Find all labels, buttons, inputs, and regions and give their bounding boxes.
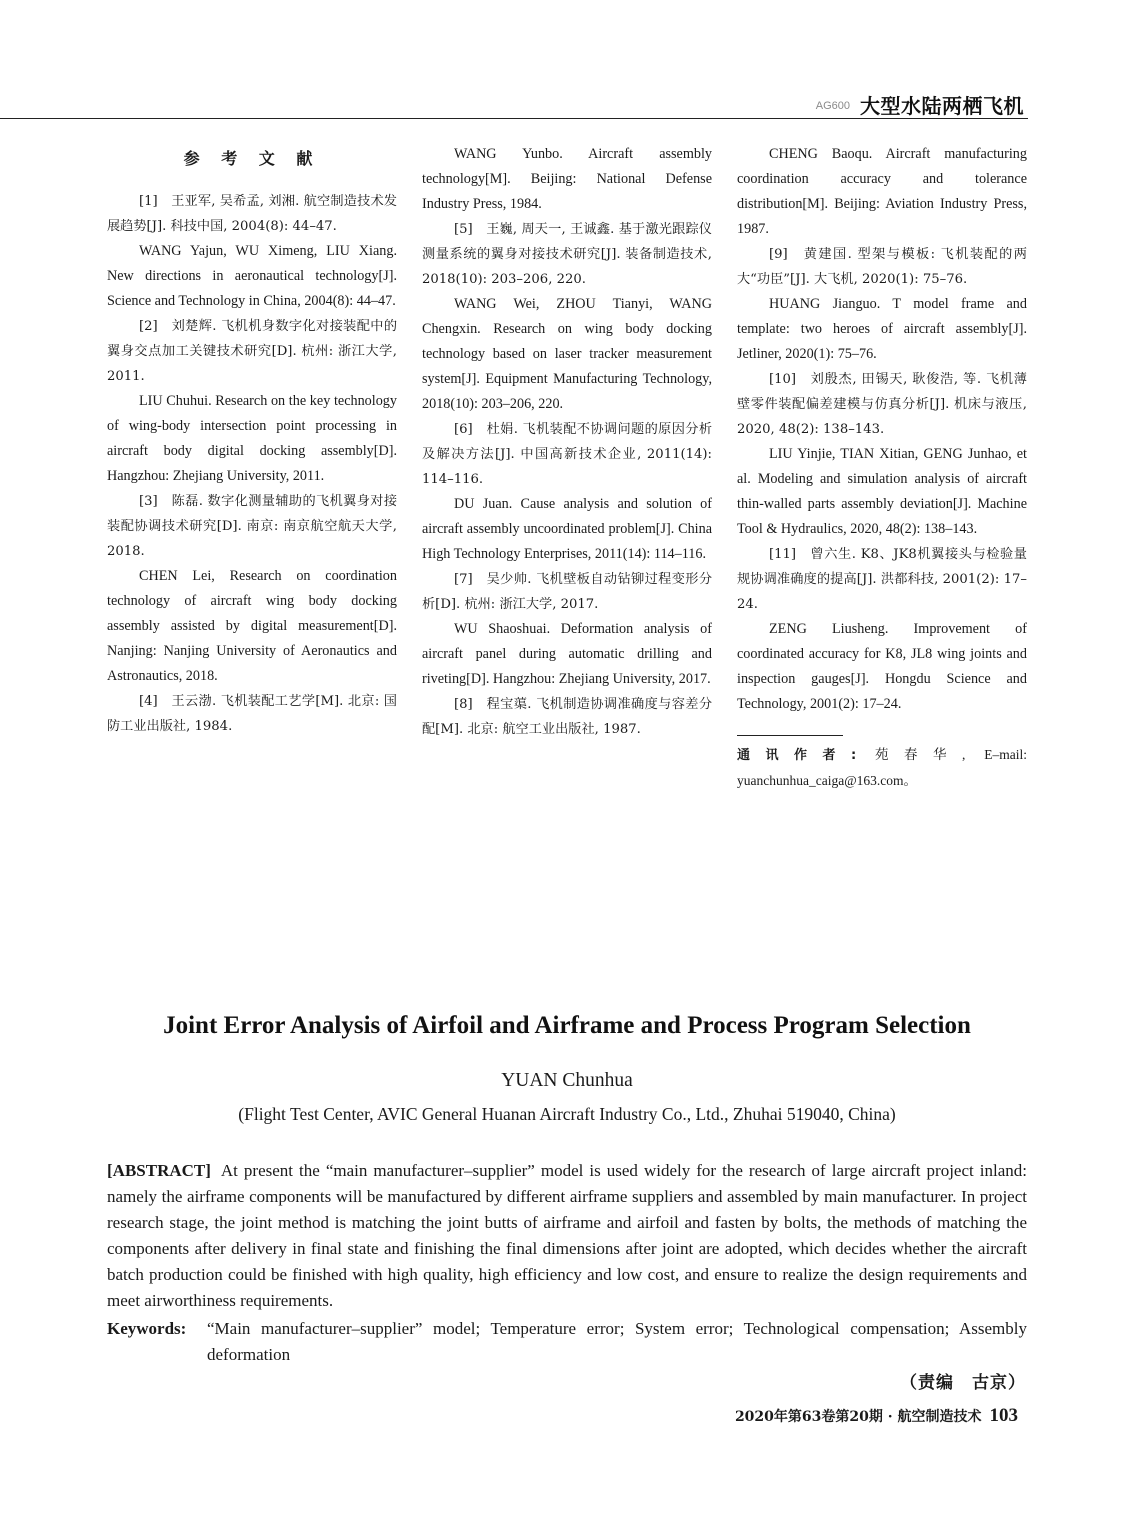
english-abstract bbox=[107, 1158, 1027, 1314]
editor-note: （责编 古京） bbox=[900, 1373, 1026, 1393]
page-footer bbox=[735, 1405, 1018, 1427]
page-number: 103 bbox=[989, 1405, 1018, 1426]
english-affiliation: (Flight Test Center, AVIC General Huanan Aircraft Industry Co., Ltd., Zhuhai 519040, China) bbox=[238, 1104, 896, 1124]
journal-issue: 2020年第63卷第20期 · 航空制造技术 bbox=[734, 1409, 982, 1425]
references-section bbox=[107, 142, 1027, 802]
reference-entry-cn: [9] 黄建国. 型架与模板: 飞机装配的两大“功臣”[J]. 大飞机, 2020(1): 75–76. bbox=[737, 247, 1027, 287]
header-rule bbox=[0, 118, 1028, 119]
reference-entry-en: LIU Yinjie, TIAN Xitian, GENG Junhao, et al. Modeling and simulation analysis of aircraft thin-walled parts assembly deviation[J]. Machine Tool & Hydraulics, 2020, 48(2): 138–143. bbox=[737, 446, 1027, 537]
reference-entry-en: ZENG Liusheng. Improvement of coordinated accuracy for K8, JL8 wing joints and inspection gauges[J]. Hongdu Science and Technology, 2001(2): 17–24. bbox=[737, 621, 1027, 712]
reference-entry-cn: [3] 陈磊. 数字化测量辅助的飞机翼身对接装配协调技术研究[D]. 南京: 南京航空航天大学, 2018. bbox=[107, 494, 397, 559]
reference-entry-en: WANG Yajun, WU Ximeng, LIU Xiang. New directions in aeronautical technology[J]. Science and Technology in China, 2004(8): 44–47. bbox=[107, 243, 397, 309]
contact-text: 苑春华, E–mail: yuanchunhua_caiga@163.com。 bbox=[737, 747, 1028, 788]
reference-entry-en: WANG Yunbo. Aircraft assembly technology[M]. Beijing: National Defense Industry Press, 1984. bbox=[422, 146, 712, 212]
english-title: Joint Error Analysis of Airfoil and Airframe and Process Program Selection bbox=[163, 1012, 971, 1039]
english-keywords bbox=[107, 1316, 1027, 1368]
reference-entry-cn: [10] 刘殷杰, 田锡天, 耿俊浩, 等. 飞机薄壁零件装配偏差建模与仿真分析[J]. 机床与液压, 2020, 48(2): 138–143. bbox=[737, 372, 1027, 437]
keywords-label: Keywords: bbox=[107, 1319, 187, 1338]
reference-entry-cn: [5] 王巍, 周天一, 王诚鑫. 基于激光跟踪仪测量系统的翼身对接技术研究[J]. 装备制造技术, 2018(10): 203–206, 220. bbox=[422, 222, 712, 287]
reference-entry-cn: [11] 曾六生. K8、JK8机翼接头与检验量规协调准确度的提高[J]. 洪都科技, 2001(2): 17–24. bbox=[737, 547, 1027, 612]
references-column-1 bbox=[107, 142, 397, 739]
header-title: 大型水陆两栖飞机 bbox=[860, 94, 1024, 118]
abstract-text: At present the “main manufacturer–supplier” model is used widely for the research of large aircraft project inland: namely the airframe components will be manufactured by different airframe suppliers and assembled by main manufacturer. In project research stage, the joint method is matching the joint butts of airframe and airfoil and fasten by bolts, the methods of matching the components after delivery in final state and finishing the final dimensions after joint are adopted, which decides whether the aircraft batch production could be finished with high quality, high efficiency and low cost, and ensure to realize the design requirements and meet airworthiness requirements. bbox=[107, 1161, 1027, 1310]
reference-entry-en: DU Juan. Cause analysis and solution of aircraft assembly uncoordinated problem[J]. China High Technology Enterprises, 2011(14): 114–116. bbox=[422, 496, 712, 562]
running-header bbox=[0, 88, 1028, 120]
reference-entry-en: CHENG Baoqu. Aircraft manufacturing coordination accuracy and tolerance distribution[M]. Beijing: Aviation Industry Press, 1987. bbox=[737, 146, 1027, 237]
english-author: YUAN Chunhua bbox=[501, 1070, 633, 1091]
reference-entry-en: HUANG Jianguo. T model frame and template: two heroes of aircraft assembly[J]. Jetliner, 2020(1): 75–76. bbox=[737, 296, 1027, 362]
reference-list bbox=[107, 189, 397, 739]
references-column-2 bbox=[422, 142, 712, 742]
reference-entry-en: CHEN Lei, Research on coordination technology of aircraft wing body docking assembly assisted by digital measurement[D]. Nanjing: Nanjing University of Aeronautics and Astronautics, 2018. bbox=[107, 568, 397, 684]
reference-entry-cn: [2] 刘楚辉. 飞机机身数字化对接装配中的翼身交点加工关键技术研究[D]. 杭州: 浙江大学, 2011. bbox=[107, 319, 397, 384]
references-column-3 bbox=[737, 142, 1027, 793]
reference-entry-cn: [8] 程宝蕖. 飞机制造协调准确度与容差分配[M]. 北京: 航空工业出版社, 1987. bbox=[422, 697, 712, 737]
reference-entry-cn: [1] 王亚军, 吴希孟, 刘湘. 航空制造技术发展趋势[J]. 科技中国, 2004(8): 44–47. bbox=[107, 194, 397, 234]
reference-entry-en: WU Shaoshuai. Deformation analysis of aircraft panel during automatic drilling and riveting[D]. Hangzhou: Zhejiang University, 2017. bbox=[422, 621, 712, 687]
reference-entry-cn: [4] 王云渤. 飞机装配工艺学[M]. 北京: 国防工业出版社, 1984. bbox=[107, 694, 397, 734]
reference-entry-cn: [7] 吴少帅. 飞机壁板自动钻铆过程变形分析[D]. 杭州: 浙江大学, 2017. bbox=[422, 572, 712, 612]
reference-list bbox=[422, 142, 712, 742]
references-heading: 参 考 文 献 bbox=[183, 149, 321, 168]
corresponding-author bbox=[737, 742, 1027, 793]
reference-entry-en: LIU Chuhui. Research on the key technology of wing-body intersection point processing in aircraft body digital docking assembly[D]. Hangzhou: Zhejiang University, 2011. bbox=[107, 393, 397, 484]
header-tag: AG600 bbox=[815, 100, 850, 112]
contact-rule bbox=[737, 735, 843, 736]
keywords-text: “Main manufacturer–supplier” model; Temperature error; System error; Technological compensation; Assembly deformation bbox=[207, 1319, 1027, 1364]
contact-label: 通讯作者: bbox=[737, 748, 857, 763]
abstract-label: [ABSTRACT] bbox=[107, 1161, 211, 1180]
reference-list bbox=[737, 142, 1027, 717]
reference-entry-en: WANG Wei, ZHOU Tianyi, WANG Chengxin. Research on wing body docking technology based on laser tracker measurement system[J]. Equipment Manufacturing Technology, 2018(10): 203–206, 220. bbox=[422, 296, 712, 412]
reference-entry-cn: [6] 杜娟. 飞机装配不协调问题的原因分析及解决方法[J]. 中国高新技术企业, 2011(14): 114–116. bbox=[422, 422, 712, 487]
